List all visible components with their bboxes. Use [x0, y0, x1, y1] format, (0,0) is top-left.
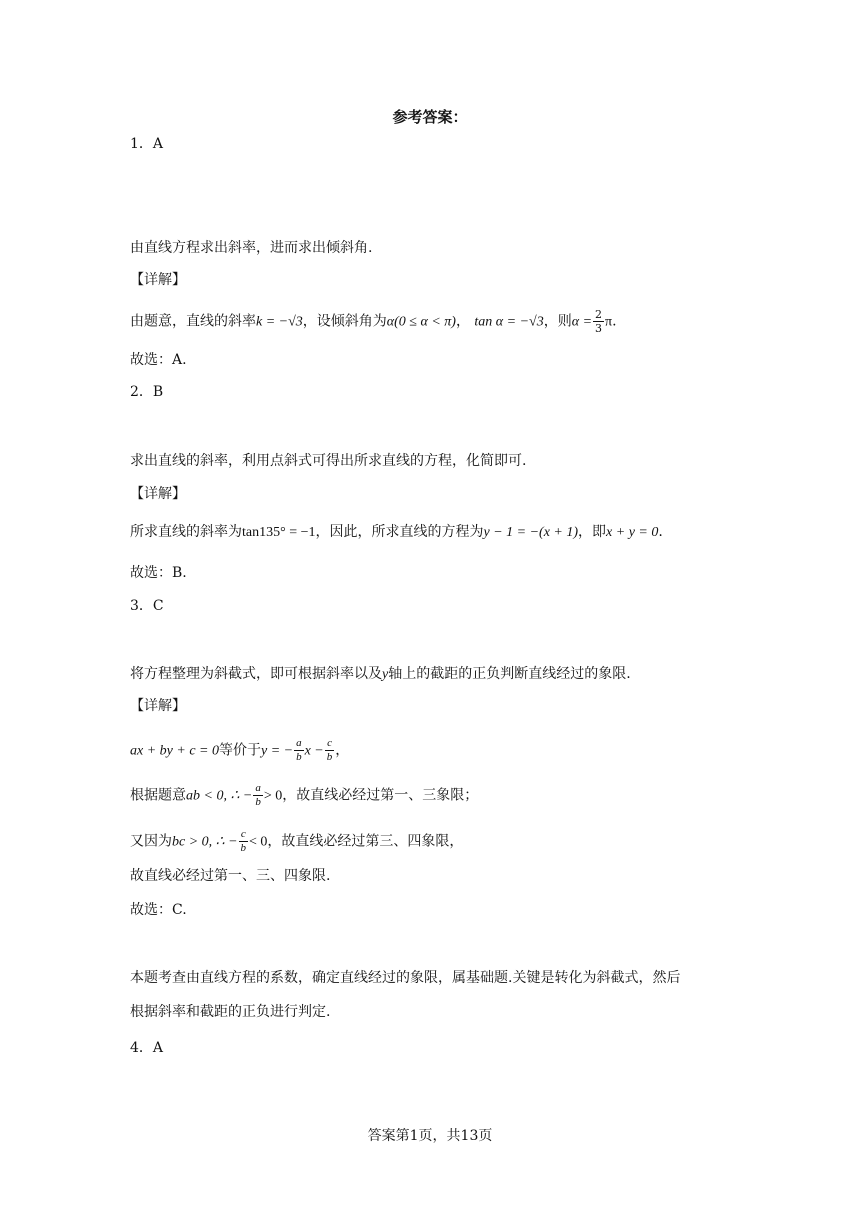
q3-l3-text: 又因为 [130, 833, 172, 850]
q3-answer: 故选：C. [130, 902, 187, 918]
q3-l3-fraction-numerator: c [239, 828, 249, 842]
q3-l2-fraction [253, 782, 263, 809]
q3-l1-fraction-2-denominator: b [326, 751, 333, 763]
q1-expr-result-lhs: α = [571, 314, 593, 330]
q2-expr-result: x + y = 0 [606, 525, 659, 540]
q1-detail [130, 308, 617, 335]
q1-expr-pi: π [605, 314, 613, 330]
answer-item-3: 3．C [130, 598, 164, 614]
answer-item-1: 1．A [130, 136, 164, 152]
q1-detail-text-a: 由题意，直线的斜率 [130, 313, 256, 330]
q1-expr-slope: k = −√3 [256, 314, 303, 330]
q3-analysis-text-a: 将方程整理为斜截式，即可根据斜率以及 [130, 666, 382, 682]
q3-analysis-y: y [382, 667, 389, 682]
q3-l2-end: ，故直线必经过第一、三象限； [282, 787, 479, 804]
q1-expr-tan: tan α = −√3 [474, 314, 544, 330]
q1-detail-text-d: ，则 [543, 313, 572, 330]
q3-l2-expr: ab < 0, ∴ − [186, 788, 253, 804]
q2-detail-text-a: 所求直线的斜率为 [130, 524, 242, 540]
q3-l1-expr: ax + by + c = 0 [130, 743, 219, 759]
answer-item-4: 4．A [130, 1040, 164, 1056]
q1-detail-text-c: ， [455, 313, 470, 330]
q1-detail-heading: 【详解】 [130, 272, 186, 288]
q2-detail-text-b: ，因此，所求直线的方程为 [315, 524, 484, 540]
page-title: 参考答案： [392, 108, 468, 126]
q3-l2-text: 根据题意 [130, 787, 186, 804]
q3-l1-fraction-1-numerator: a [296, 737, 302, 749]
q2-expr-tan: tan135° = −1 [242, 525, 316, 540]
q3-analysis-text-b: 轴上的截距的正负判断直线经过的象限. [388, 666, 631, 682]
q2-detail-text-d: . [658, 524, 663, 540]
q3-l3-fraction-denominator: b [240, 842, 247, 854]
q3-l3-expr: bc > 0, ∴ − [172, 834, 238, 850]
q3-l3-fraction [239, 828, 249, 855]
q2-detail [130, 522, 663, 543]
q1-detail-text-e: . [612, 313, 617, 330]
q1-fraction-numerator: 2 [595, 308, 603, 321]
q3-detail-line-3 [130, 828, 463, 855]
q3-l2-fraction-denominator: b [255, 796, 261, 808]
q1-fraction-denominator: 3 [595, 322, 603, 335]
page-footer: 答案第1页，共13页 [367, 1128, 493, 1144]
q1-detail-text-b: ，设倾斜角为 [302, 313, 387, 330]
q3-l2-gt: > 0 [263, 788, 283, 804]
q3-l3-end: ，故直线必经过第三、四象限， [267, 833, 464, 850]
q1-answer: 故选：A. [130, 352, 187, 368]
q3-analysis [130, 664, 631, 685]
q3-l1-fraction-1-denominator: b [296, 751, 302, 763]
q3-detail-line-2 [130, 782, 478, 809]
q3-l2-fraction-numerator: a [255, 782, 261, 794]
answer-item-2: 2．B [130, 384, 164, 400]
q3-l3-lt: < 0 [249, 834, 268, 850]
q3-l1-text: 等价于 [218, 742, 261, 759]
q3-l1-end: ， [335, 742, 350, 759]
q3-l1-fraction-2 [325, 737, 335, 764]
q3-comment-1: 本题考查由直线方程的系数，确定直线经过的象限，属基础题.关键是转化为斜截式，然后 [130, 970, 681, 986]
q3-l1-x: x − [304, 743, 324, 759]
q3-detail-heading: 【详解】 [130, 698, 186, 714]
q2-analysis: 求出直线的斜率，利用点斜式可得出所求直线的方程，化简即可. [130, 453, 527, 469]
q3-detail-line-4: 故直线必经过第一、三、四象限. [130, 868, 331, 884]
q1-expr-alpha: α(0 ≤ α < π) [386, 314, 456, 330]
q3-comment-2: 根据斜率和截距的正负进行判定. [130, 1004, 331, 1020]
q2-expr-line: y − 1 = −(x + 1) [483, 525, 579, 540]
q2-detail-text-c: ，即 [578, 524, 607, 540]
q3-l1-fraction-1 [294, 737, 304, 764]
q2-answer: 故选：B. [130, 565, 187, 581]
q3-l1-y: y = − [260, 743, 294, 759]
q1-fraction [593, 308, 604, 335]
q1-analysis: 由直线方程求出斜率，进而求出倾斜角. [130, 240, 373, 256]
q3-l1-fraction-2-numerator: c [325, 737, 335, 751]
q3-detail-line-1 [130, 737, 349, 764]
q2-detail-heading: 【详解】 [130, 486, 186, 502]
